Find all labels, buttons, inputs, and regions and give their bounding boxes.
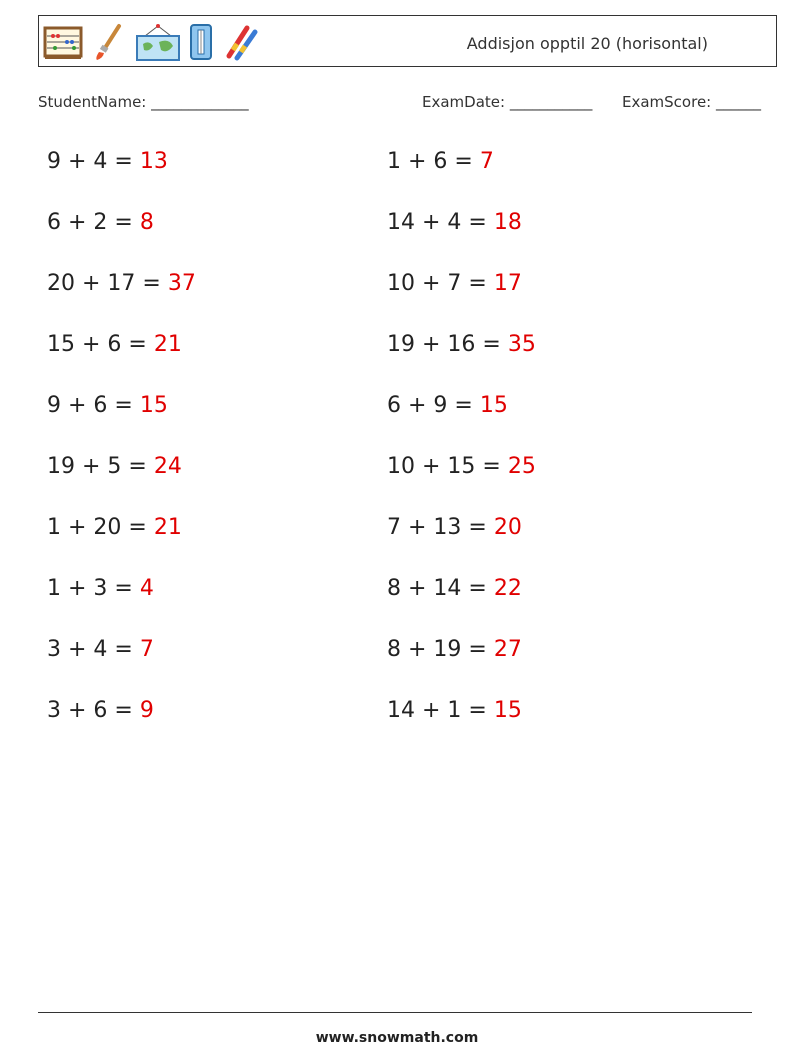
- problem-answer: 27: [493, 637, 522, 662]
- problem-answer: 9: [139, 698, 154, 723]
- problem-14: [387, 511, 727, 572]
- problem-20: [387, 694, 727, 755]
- problem-answer: 15: [479, 393, 508, 418]
- problem-question: 9 + 6 =: [47, 393, 140, 418]
- problem-12: [387, 450, 727, 511]
- problem-16: [387, 572, 727, 633]
- problem-answer: 17: [493, 271, 522, 296]
- problem-answer: 21: [153, 332, 182, 357]
- problem-answer: 8: [139, 210, 154, 235]
- sharpener-icon: [187, 22, 215, 62]
- abacus-icon: [43, 22, 83, 62]
- footer-divider: [38, 1012, 752, 1013]
- problem-2: [387, 145, 727, 206]
- problem-15: [47, 572, 387, 633]
- problem-question: 14 + 4 =: [387, 210, 494, 235]
- problem-17: [47, 633, 387, 694]
- map-icon: [135, 22, 181, 62]
- exam-date-field: ExamDate: ___________: [422, 93, 593, 111]
- worksheet-title: Addisjon opptil 20 (horisontal): [466, 34, 708, 53]
- problem-question: 19 + 16 =: [387, 332, 508, 357]
- problem-answer: 15: [493, 698, 522, 723]
- header-icons: [43, 20, 261, 64]
- exam-score-field: ExamScore: ______: [622, 93, 761, 111]
- problem-3: [47, 206, 387, 267]
- problem-question: 20 + 17 =: [47, 271, 168, 296]
- problem-question: 15 + 6 =: [47, 332, 154, 357]
- paintbrush-icon: [89, 22, 129, 62]
- problem-question: 1 + 20 =: [47, 515, 154, 540]
- problem-question: 1 + 6 =: [387, 149, 480, 174]
- problem-answer: 7: [139, 637, 154, 662]
- student-name-field: StudentName: _____________: [38, 93, 249, 111]
- problem-question: 8 + 19 =: [387, 637, 494, 662]
- problem-question: 8 + 14 =: [387, 576, 494, 601]
- problem-8: [387, 328, 727, 389]
- problem-question: 19 + 5 =: [47, 454, 154, 479]
- footer-website[interactable]: www.snowmath.com: [315, 1030, 479, 1046]
- problem-answer: 35: [507, 332, 536, 357]
- problem-4: [387, 206, 727, 267]
- problem-question: 3 + 6 =: [47, 698, 140, 723]
- problem-13: [47, 511, 387, 572]
- problem-answer: 18: [493, 210, 522, 235]
- problem-question: 6 + 2 =: [47, 210, 140, 235]
- problem-grid: [47, 145, 747, 755]
- problem-10: [387, 389, 727, 450]
- problem-question: 10 + 15 =: [387, 454, 508, 479]
- problem-1: [47, 145, 387, 206]
- problem-answer: 25: [507, 454, 536, 479]
- problem-11: [47, 450, 387, 511]
- problem-5: [47, 267, 387, 328]
- problem-answer: 7: [479, 149, 494, 174]
- crayons-icon: [221, 22, 261, 62]
- problem-question: 1 + 3 =: [47, 576, 140, 601]
- problem-answer: 22: [493, 576, 522, 601]
- problem-7: [47, 328, 387, 389]
- problem-question: 14 + 1 =: [387, 698, 494, 723]
- worksheet-header: [38, 15, 777, 67]
- problem-question: 3 + 4 =: [47, 637, 140, 662]
- problem-answer: 37: [167, 271, 196, 296]
- problem-question: 7 + 13 =: [387, 515, 494, 540]
- problem-answer: 21: [153, 515, 182, 540]
- problem-19: [47, 694, 387, 755]
- problem-answer: 15: [139, 393, 168, 418]
- problem-6: [387, 267, 727, 328]
- problem-question: 9 + 4 =: [47, 149, 140, 174]
- problem-answer: 13: [139, 149, 168, 174]
- problem-answer: 4: [139, 576, 154, 601]
- problem-answer: 20: [493, 515, 522, 540]
- problem-question: 10 + 7 =: [387, 271, 494, 296]
- problem-question: 6 + 9 =: [387, 393, 480, 418]
- problem-18: [387, 633, 727, 694]
- problem-9: [47, 389, 387, 450]
- problem-answer: 24: [153, 454, 182, 479]
